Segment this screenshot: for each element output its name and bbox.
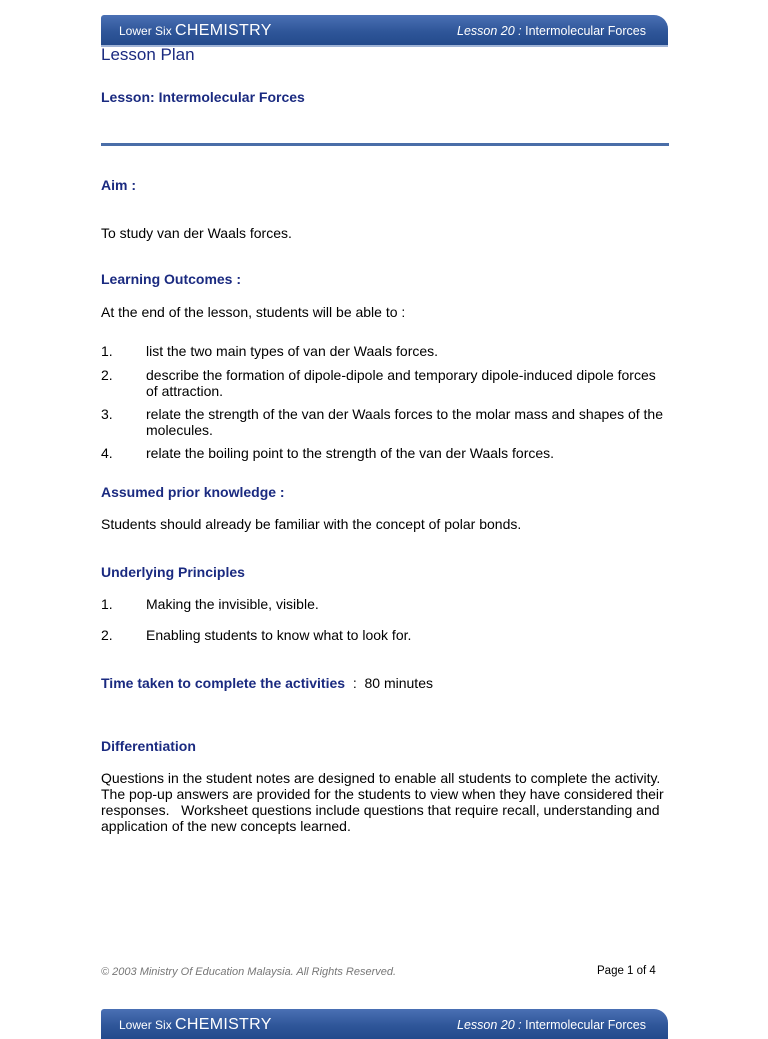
list-item-text: relate the strength of the van der Waals forces to the molar mass and shapes of the molecules.: [146, 406, 663, 438]
page-title: Lesson Plan: [101, 45, 195, 64]
aim-heading: Aim :: [101, 177, 136, 193]
principles-heading: Underlying Principles: [101, 564, 245, 580]
subject-label: CHEMISTRY: [175, 1016, 272, 1033]
lesson-number: Lesson 20 :: [457, 1018, 522, 1032]
list-item-text: relate the boiling point to the strength of the van der Waals forces.: [146, 445, 555, 461]
learning-outcomes-heading: Learning Outcomes :: [101, 271, 242, 287]
lesson-number: Lesson 20 :: [457, 24, 522, 38]
list-item: [101, 343, 671, 359]
lesson-title: [457, 1018, 646, 1032]
course-title: [119, 22, 272, 40]
list-item-number: 2.: [101, 627, 113, 643]
page-number: Page 1 of 4: [597, 965, 656, 977]
course-label: Lower Six: [119, 24, 176, 38]
list-item-text: Enabling students to know what to look for.: [146, 627, 412, 643]
next-page-header-banner: [101, 1009, 668, 1039]
list-item-text: Making the invisible, visible.: [146, 596, 319, 612]
page-header-banner: [101, 15, 668, 45]
list-item-number: 2.: [101, 367, 113, 383]
list-item: [101, 406, 671, 438]
prior-knowledge-text: Students should already be familiar with the concept of polar bonds.: [101, 516, 522, 532]
time-label: Time taken to complete the activities: [101, 675, 346, 691]
aim-text: To study van der Waals forces.: [101, 225, 292, 241]
copyright-notice: © 2003 Ministry Of Education Malaysia. All Rights Reserved.: [101, 966, 397, 978]
learning-outcomes-intro: At the end of the lesson, students will be able to :: [101, 304, 406, 320]
list-item-text: describe the formation of dipole-dipole and temporary dipole-induced dipole forces of attraction.: [146, 367, 656, 399]
lesson-heading: Lesson: Intermolecular Forces: [101, 89, 305, 105]
time-row: [101, 675, 433, 691]
time-value: : 80 minutes: [345, 675, 433, 691]
prior-knowledge-heading: Assumed prior knowledge :: [101, 484, 285, 500]
differentiation-text: Questions in the student notes are designed to enable all students to complete the activity. The pop-up answers are provided for the students to view when they have considered their responses. Worksheet questions include questions that require recall, understanding and application of the new concepts learned.: [101, 770, 668, 834]
lesson-title: [457, 24, 646, 38]
differentiation-heading: Differentiation: [101, 738, 196, 754]
list-item: [101, 367, 671, 399]
list-item-number: 1.: [101, 596, 113, 612]
course-title: [119, 1016, 272, 1034]
list-item-number: 3.: [101, 406, 113, 422]
list-item-number: 4.: [101, 445, 113, 461]
list-item: [101, 627, 671, 643]
list-item-text: list the two main types of van der Waals forces.: [146, 343, 439, 359]
course-label: Lower Six: [119, 1018, 176, 1032]
lesson-topic: Intermolecular Forces: [521, 24, 646, 38]
list-item-number: 1.: [101, 343, 113, 359]
list-item: [101, 596, 671, 612]
divider: [101, 143, 669, 146]
lesson-topic: Intermolecular Forces: [521, 1018, 646, 1032]
list-item: [101, 445, 671, 461]
subject-label: CHEMISTRY: [175, 22, 272, 39]
